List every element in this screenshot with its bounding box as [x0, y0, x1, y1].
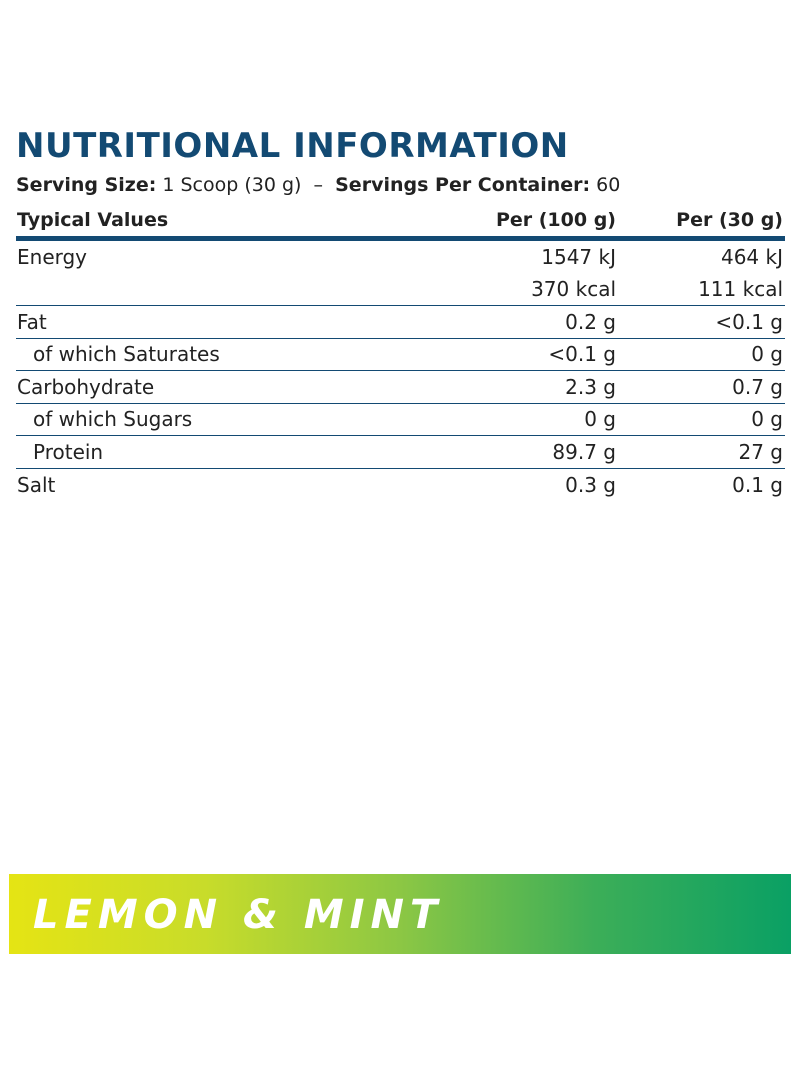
page-title: NUTRITIONAL INFORMATION: [16, 126, 569, 166]
header-per-30g: Per (30 g): [676, 208, 783, 231]
row-name: of which Saturates: [33, 342, 220, 367]
table-row: [16, 436, 785, 469]
table-row: [16, 306, 785, 339]
table-row: [16, 469, 785, 502]
table-header: [16, 203, 785, 241]
flavor-name: LEMON & MINT: [33, 892, 444, 938]
row-per-30g: 0 g: [751, 407, 783, 432]
row-per-100g: 1547 kJ: [541, 245, 616, 270]
row-per-100g: 0.3 g: [565, 472, 616, 497]
row-per-100g: 370 kcal: [531, 277, 616, 302]
row-name: Salt: [17, 472, 56, 497]
row-name: Protein: [33, 439, 104, 464]
row-per-30g: 0 g: [751, 342, 783, 367]
table-row: [16, 404, 785, 437]
servings-per-container-label: Servings Per Container:: [335, 174, 591, 196]
table-row: [16, 274, 785, 307]
row-per-30g: 111 kcal: [698, 277, 783, 302]
table-row: [16, 241, 785, 274]
serving-size-label: Serving Size:: [16, 174, 157, 196]
servings-per-container-value: 60: [590, 174, 621, 196]
row-name: Energy: [17, 245, 88, 270]
serving-size-value: 1 Scoop (30 g) –: [156, 174, 336, 196]
row-per-100g: <0.1 g: [548, 342, 616, 367]
row-per-100g: 0 g: [584, 407, 616, 432]
table-row: [16, 371, 785, 404]
nutrition-table: [16, 203, 785, 501]
row-name: Carbohydrate: [17, 374, 155, 399]
header-typical-values: Typical Values: [17, 208, 169, 231]
flavor-banner: [9, 874, 791, 954]
row-per-30g: 0.1 g: [732, 472, 783, 497]
row-name: Fat: [17, 309, 47, 334]
row-per-100g: 89.7 g: [552, 439, 616, 464]
row-per-100g: 2.3 g: [565, 374, 616, 399]
row-per-30g: 464 kJ: [720, 245, 783, 270]
row-per-30g: 27 g: [738, 439, 783, 464]
header-per-100g: Per (100 g): [495, 208, 616, 231]
table-row: [16, 339, 785, 372]
row-per-100g: 0.2 g: [565, 309, 616, 334]
row-per-30g: <0.1 g: [715, 309, 783, 334]
row-name: of which Sugars: [33, 407, 193, 432]
serving-info: [16, 174, 620, 196]
row-per-30g: 0.7 g: [732, 374, 783, 399]
